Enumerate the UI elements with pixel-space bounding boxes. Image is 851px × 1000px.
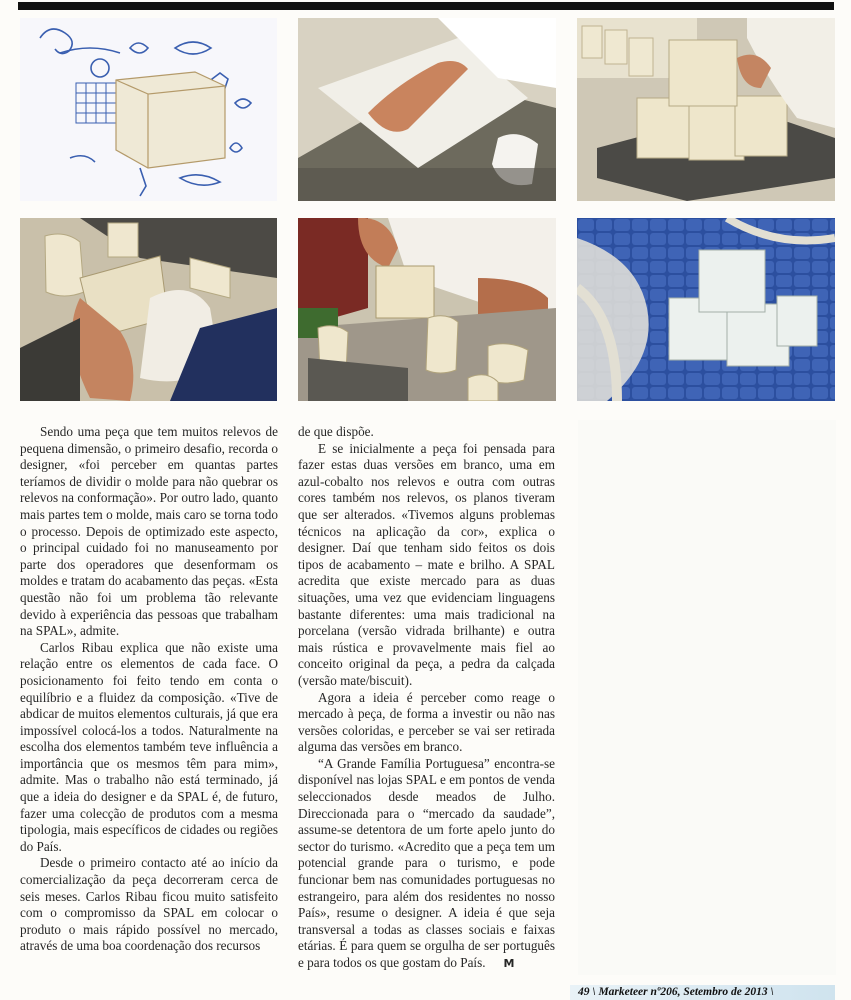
article-paragraph: Desde o primeiro contacto até ao início da comercialização da peça decorreram cerca de seis meses. Carlos Ribau ficou muito satisfeito com o compromisso da SPAL em colocar o produto o mais rápido possível no mercado, através de uma boa coordenação dos recursos <box>20 855 278 954</box>
page-footer <box>570 985 835 1000</box>
article-paragraph: Agora a ideia é perceber como reage o mercado à peça, de forma a investir ou não nas versões coloridas, e perceber se vai ser retirada alguma das versões em branco. <box>298 689 555 755</box>
article-column-1 <box>20 424 278 955</box>
article-paragraph: E se inicialmente a peça foi pensada para fazer estas duas versões em branco, uma em azul-cobalto nos relevos e outra com outras cores também nos relevos, os planos tiveram que ser alterados. «Tivemos alguns problemas técnicos na aplicação da cor», explica o designer. Daí que tenham sido feitos os dois tipos de acabamento – mate e brilho. A SPAL acredita que existe mercado para as duas situações, uma vez que evidenciam linguagens bastante diferentes: uma mais tradicional na porcelana (versão vidrada brilhante) e outra mais rústica e provavelmente mais fiel ao conceito original da peça, a pedra da calçada (versão mate/biscuit). <box>298 440 555 688</box>
blank-column <box>578 420 836 975</box>
article-paragraph: Carlos Ribau explica que não existe uma relação entre os elementos de cada face. O posicionamento foi feito tendo em conta o equilíbrio e a fluidez da composição. «Tive de abdicar de muitos elementos culturais, já que era impossível colocá-los a todos. Naturalmente na escolha dos elementos também teve influência a importância que os mesmos têm para mim», admite. Mas o trabalho não está terminado, já que a ideia do designer e da SPAL é, de futuro, fazer uma colecção de produtos com a mesma tipologia, mais específicos de cidades ou regiões do País. <box>20 639 278 854</box>
article-paragraph <box>298 756 555 973</box>
article-paragraph-continued: de que dispõe. <box>298 424 374 439</box>
photo-mould-hands <box>298 18 556 201</box>
photo-design-sketch <box>20 18 277 201</box>
article-paragraph: Sendo uma peça que tem muitos relevos de pequena dimensão, o primeiro desafio, recorda o designer, «foi perceber em quantas partes teríamos de dividir o molde para não quebrar os relevos na conformação». Por outro lado, quanto mais partes tem o molde, mais caro se torna todo o processo. Depois de optimizado este aspecto, o principal cuidado foi no manuseamento por parte dos operadores que desenformam os moldes e tratam do acabamento das peças. «Esta questão não foi um problema tão relevante devido à experiência das pessoas que trabalham na SPAL», admite. <box>20 424 278 639</box>
article-final-text: “A Grande Família Portuguesa” encontra-se disponível nas lojas SPAL e em pontos de venda seleccionados desde meados de Julho. Direccionada para o “mercado da saudade”, assume-se detentora de um forte apelo junto do sector do turismo. «Acredito que a peça tem um potencial grande para o turismo, e pode funcionar bem nas comunidades portuguesas no estrangeiro, para além dos residentes no nosso País», resume o designer. A ideia é que seja transversal a todas as classes sociais e faixas etárias. É para quem se orgulha de ser português e para todos os que gostam do País. <box>298 755 555 970</box>
end-mark-icon: M <box>503 957 515 970</box>
page-folio: 49 \ Marketeer nº206, Setembro de 2013 \ <box>578 986 774 998</box>
photo-cubes-cobblestones <box>577 218 835 401</box>
top-rule <box>18 2 834 10</box>
photo-worker-cube-jugs <box>298 218 556 401</box>
article-column-2 <box>298 424 555 973</box>
photo-cubes-tray <box>577 18 835 201</box>
photo-worker-finishing <box>20 218 277 401</box>
